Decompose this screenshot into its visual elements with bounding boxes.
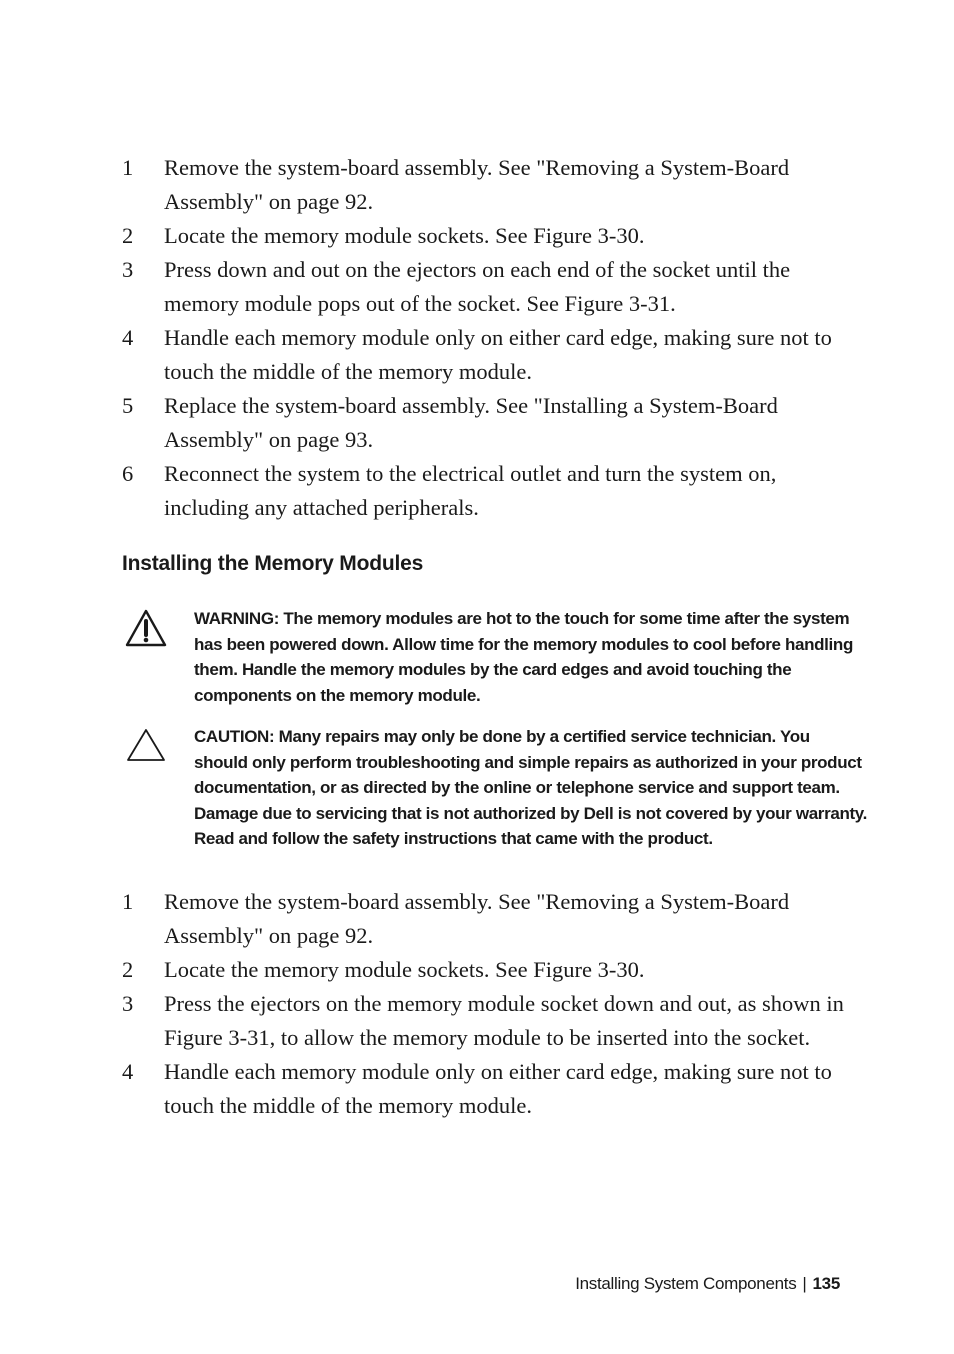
list-item (122, 151, 862, 219)
list-item (122, 253, 862, 321)
page-number: 135 (812, 1274, 840, 1293)
list-item (122, 219, 862, 253)
list-item (122, 885, 862, 953)
caution-notice (122, 724, 867, 852)
page-footer (575, 1271, 840, 1297)
step-text: Handle each memory module only on either card edge, making sure not to touch the middle of the memory module. (164, 325, 832, 384)
step-text: Press the ejectors on the memory module socket down and out, as shown in Figure 3-31, to allow the memory module to be inserted into the socket. (164, 991, 844, 1050)
step-number: 5 (122, 393, 134, 418)
step-text: Handle each memory module only on either card edge, making sure not to touch the middle of the memory module. (164, 1059, 832, 1118)
step-number: 1 (122, 889, 134, 914)
list-item (122, 987, 862, 1055)
list-item (122, 389, 862, 457)
warning-text: WARNING: The memory modules are hot to the touch for some time after the system has been powered down. Allow time for the memory modules to cool before handling them. Handle the memory modules by the card edges and avoid touching the components on the memory module. (194, 609, 853, 705)
step-number: 1 (122, 155, 134, 180)
step-number: 6 (122, 461, 134, 486)
step-text: Reconnect the system to the electrical outlet and turn the system on, including any attached peripherals. (164, 461, 777, 520)
warning-notice (122, 606, 867, 708)
step-number: 3 (122, 991, 134, 1016)
warning-triangle-icon (124, 608, 168, 648)
list-item (122, 457, 862, 525)
caution-triangle-icon (124, 726, 168, 766)
step-text: Remove the system-board assembly. See "Removing a System-Board Assembly" on page 92. (164, 155, 790, 214)
step-text: Remove the system-board assembly. See "Removing a System-Board Assembly" on page 92. (164, 889, 790, 948)
section-heading: Installing the Memory Modules (122, 552, 424, 575)
step-text: Locate the memory module sockets. See Figure 3-30. (164, 223, 645, 248)
step-number: 2 (122, 223, 134, 248)
step-number: 4 (122, 1059, 134, 1084)
step-text: Replace the system-board assembly. See "Installing a System-Board Assembly" on page 93. (164, 393, 778, 452)
list-item (122, 321, 862, 389)
install-steps-list (122, 885, 862, 1123)
step-text: Locate the memory module sockets. See Figure 3-30. (164, 957, 645, 982)
step-number: 2 (122, 957, 134, 982)
footer-separator: | (802, 1274, 807, 1293)
step-number: 4 (122, 325, 134, 350)
list-item (122, 1055, 862, 1123)
removal-steps-list (122, 151, 862, 525)
step-number: 3 (122, 257, 134, 282)
caution-text: CAUTION: Many repairs may only be done by a certified service technician. You should only perform troubleshooting and simple repairs as authorized in your product documentation, or as directed by the online or telephone service and support team. Damage due to servicing that is not authorized by Dell is not covered by your warranty. Read and follow the safety instructions that came with the product. (194, 727, 868, 848)
list-item (122, 953, 862, 987)
step-text: Press down and out on the ejectors on each end of the socket until the memory module pops out of the socket. See Figure 3-31. (164, 257, 791, 316)
footer-chapter-title: Installing System Components (575, 1274, 797, 1293)
